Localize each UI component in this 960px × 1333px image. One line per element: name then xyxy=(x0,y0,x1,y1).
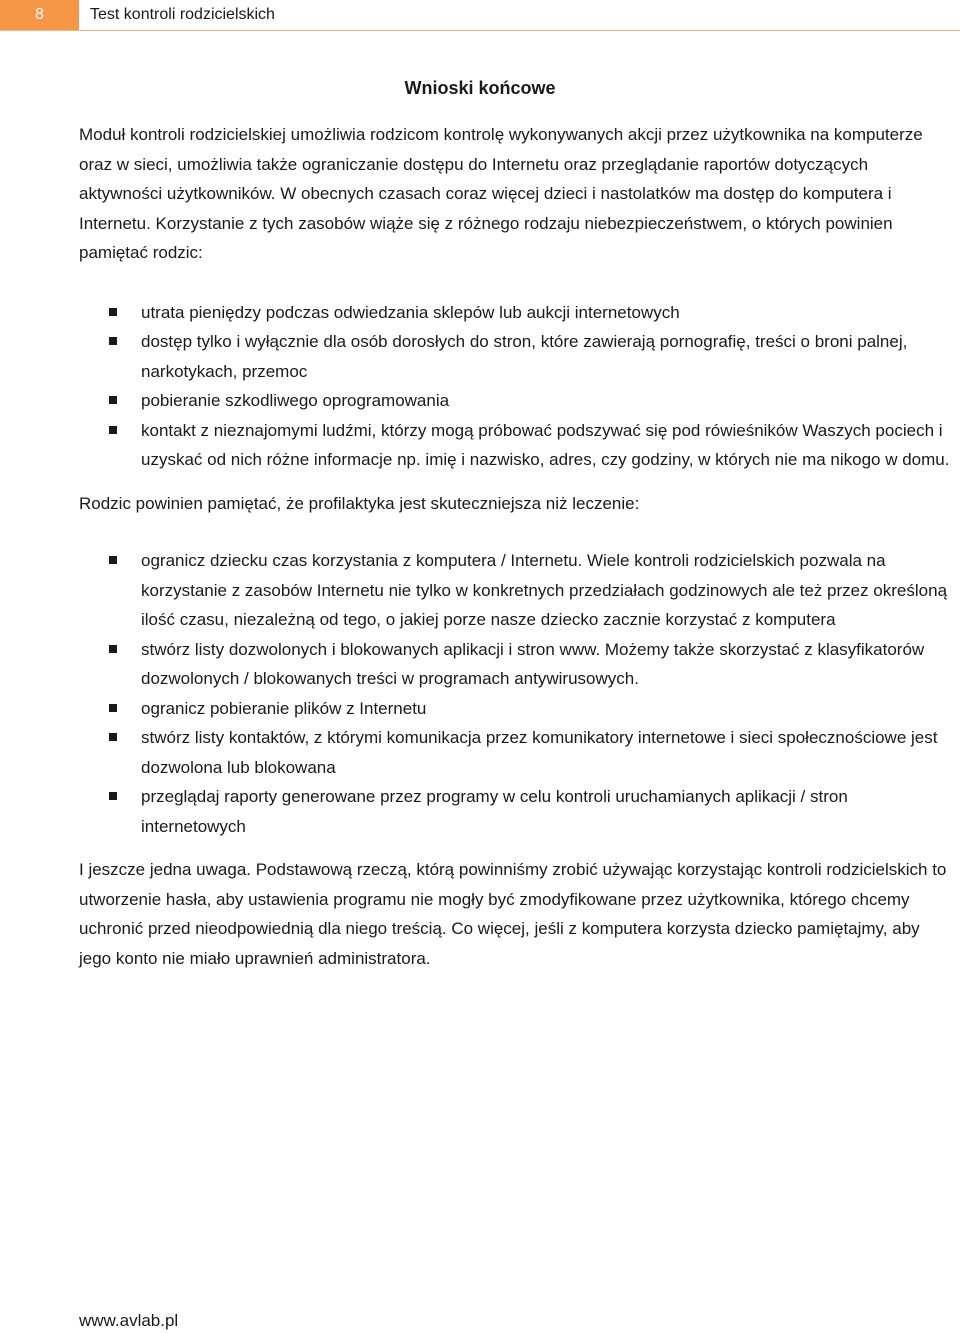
list-item xyxy=(79,694,953,724)
bullet-icon xyxy=(109,733,117,741)
bullet-icon xyxy=(109,645,117,653)
page-header xyxy=(0,0,960,31)
list-item xyxy=(79,723,953,782)
bullet-icon xyxy=(109,556,117,564)
closing-paragraph: I jeszcze jedna uwaga. Podstawową rzeczą, którą powinniśmy zrobić używając korzystając kontroli rodzicielskich to utworzenie hasła, aby ustawienia programu nie mogły być zmodyfikowane przez użytkownika, którego chcemy uchronić przed nieodpowiednią dla niego treścią. Co więcej, jeśli z komputera korzysta dziecko pamiętajmy, aby jego konto nie miało uprawnień administratora. xyxy=(79,860,947,968)
bullet-icon xyxy=(109,337,117,345)
bullet-icon xyxy=(109,396,117,404)
bullet-icon xyxy=(109,308,117,316)
list-item-text: utrata pieniędzy podczas odwiedzania sklepów lub aukcji internetowych xyxy=(141,302,680,322)
list-item-text: kontakt z nieznajomymi ludźmi, którzy mogą próbować podszywać się pod rówieśników Waszych pociech i uzyskać od nich różne informacje np. imię i nazwisko, adres, czy godziny, w których nie ma nikogo w domu. xyxy=(141,420,950,469)
list-item-text: dostęp tylko i wyłącznie dla osób dorosłych do stron, które zawierają pornografię, treści o broni palnej, narkotykach, przemoc xyxy=(141,332,908,381)
prevention-list xyxy=(79,546,953,841)
main-content xyxy=(79,120,953,973)
list-item xyxy=(79,298,953,328)
list-item-text: stwórz listy dozwolonych i blokowanych aplikacji i stron www. Możemy także skorzystać z klasyfikatorów dozwolonych / blokowanych treści w programach antywirusowych. xyxy=(141,639,925,688)
list-item-text: stwórz listy kontaktów, z którymi komunikacja przez komunikatory internetowe i sieci społecznościowe jest dozwolona lub blokowana xyxy=(141,728,938,777)
bullet-icon xyxy=(109,792,117,800)
list-item xyxy=(79,416,953,475)
list-item xyxy=(79,546,953,635)
page-number: 8 xyxy=(0,0,79,30)
footer-url: www.avlab.pl xyxy=(79,1311,179,1330)
list-item-text: ogranicz dziecku czas korzystania z komputera / Internetu. Wiele kontroli rodzicielskich pozwala na korzystanie z zasobów Internetu nie tylko w konkretnych przedziałach godzinowych ale też przez określoną ilość czasu, niezależną od tego, o jakiej porze nasze dziecko zacznie korzystać z komputera xyxy=(141,551,948,629)
list-item xyxy=(79,386,953,416)
intro-paragraph: Moduł kontroli rodzicielskiej umożliwia rodzicom kontrolę wykonywanych akcji przez użytkownika na komputerze oraz w sieci, umożliwia także ograniczanie dostępu do Internetu oraz przeglądanie raportów dotyczących aktywności użytkowników. W obecnych czasach coraz więcej dzieci i nastolatków ma dostęp do komputera i Internetu. Korzystanie z tych zasobów wiąże się z różnego rodzaju niebezpieczeństwem, o których powinien pamiętać rodzic: xyxy=(79,125,923,262)
bullet-icon xyxy=(109,426,117,434)
document-title: Test kontroli rodzicielskich xyxy=(90,6,275,23)
list-item-text: pobieranie szkodliwego oprogramowania xyxy=(141,391,450,410)
prevention-intro: Rodzic powinien pamiętać, że profilaktyka jest skuteczniejsza niż leczenie: xyxy=(79,493,640,513)
list-item-text: przeglądaj raporty generowane przez programy w celu kontroli uruchamianych aplikacji / stron internetowych xyxy=(141,787,848,836)
list-item xyxy=(79,635,953,694)
bullet-icon xyxy=(109,704,117,712)
dangers-list xyxy=(79,298,953,475)
section-heading: Wnioski końcowe xyxy=(404,78,556,98)
list-item xyxy=(79,782,953,841)
list-item-text: ogranicz pobieranie plików z Internetu xyxy=(141,698,427,718)
list-item xyxy=(79,327,953,386)
